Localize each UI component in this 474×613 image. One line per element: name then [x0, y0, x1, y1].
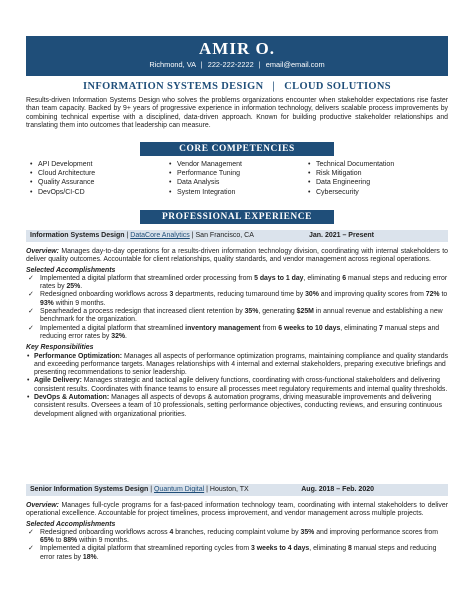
overview-text: Manages full-cycle programs for a fast-paced information technology team, coordinating with internal stakeholders to deliver operational excellence. Accountable for project timelines, process improvement, and vendor management across multiple projects. — [26, 502, 448, 518]
job-overview — [26, 502, 448, 519]
contact-line — [26, 59, 448, 70]
job-details — [26, 248, 448, 419]
job-details — [26, 502, 448, 562]
email: email@email.com — [265, 60, 325, 69]
candidate-name: AMIR O. — [199, 39, 275, 58]
accomplishment-item: ✓ Implemented a digital platform that streamlined reporting cycles from 3 weeks to 4 days, eliminating 8 manual steps and reducing error rates by 18%. — [26, 545, 448, 562]
responsibilities-heading: Key Responsibilities — [26, 344, 94, 352]
contact-separator: | — [200, 60, 203, 69]
competency-item: • DevOps/CI-CD — [30, 188, 169, 197]
competency-item: • System Integration — [169, 188, 308, 197]
company-link[interactable]: DataCore Analytics — [130, 232, 190, 239]
headline-separator: | — [272, 81, 276, 92]
headline-right: CLOUD SOLUTIONS — [284, 81, 391, 92]
competency-item: • Data Analysis — [169, 178, 308, 187]
accomplishment-item: ✓ Redesigned onboarding workflows across 4 branches, reducing complaint volume by 35% and improving performance scores from 65% to 88% within 9 months. — [26, 529, 448, 546]
competency-item: • Quality Assurance — [30, 178, 169, 187]
competencies-heading: CORE COMPETENCIES — [140, 142, 334, 156]
overview-text: Manages day-to-day operations for a results-driven information technology division, coordinating with internal stakeholders to deliver quality outcomes. Accountable for client relationships, quality standards, and vendor management across regional operations. — [26, 248, 448, 264]
accomplishment-item: ✓ Implemented a digital platform that streamlined inventory management from 6 weeks to 10 days, eliminating 7 manual steps and reducing error rates by 32%. — [26, 325, 448, 342]
experience-heading: PROFESSIONAL EXPERIENCE — [140, 210, 334, 224]
job-title: Information Systems Design — [30, 232, 125, 239]
header-band — [26, 36, 448, 76]
overview-label: Overview: — [26, 248, 59, 255]
company-link[interactable]: Quantum Digital — [153, 486, 205, 493]
accomplishments-list — [26, 275, 448, 341]
competency-item: • Data Engineering — [308, 178, 447, 187]
accomplishments-heading: Selected Accomplishments — [26, 520, 116, 528]
accomplishment-item: ✓ Spearheaded a process redesign that increased client retention by 35%, generating $25M in annual revenue and establishing a new benchmark for the organization. — [26, 308, 448, 325]
job-dates: Aug. 2018 – Feb. 2020 — [301, 486, 374, 493]
competency-item: • Risk Mitigation — [308, 169, 447, 178]
responsibility-item: • Agile Delivery: Manages strategic and tactical agile delivery functions, coordinating with cross-functional stakeholders and delivering consistent results. Coordinates with finance teams to ensure all processes meet regulatory requirements and internal quality thresholds. — [26, 377, 448, 394]
accomplishments-list — [26, 529, 448, 562]
job-title: Senior Information Systems Design — [30, 486, 149, 493]
competency-column — [308, 160, 447, 197]
job-header — [26, 484, 448, 496]
headline — [26, 80, 448, 94]
responsibility-item: • DevOps & Automation: Manages all aspects of devops & automation programs, driving measurable improvements and delivering consistent results. Oversees a team of 10 professionals, setting performance objectives, conducting reviews, and ensuring continuous development aligned with organizational priorities. — [26, 394, 448, 419]
competency-column — [169, 160, 308, 197]
competency-column — [30, 160, 169, 197]
accomplishments-heading: Selected Accomplishments — [26, 266, 116, 274]
job-separator: | — [150, 486, 153, 493]
location: Richmond, VA — [149, 60, 196, 69]
overview-label: Overview: — [26, 502, 59, 509]
competency-item: • Performance Tuning — [169, 169, 308, 178]
summary-paragraph: Results-driven Information Systems Design who solves the problems organizations encounter when stakeholder expectations rise faster than team capacity. Backed by 9+ years of progressive experience in information technology, delivers scalable process improvements by combining technical expertise with a disciplined, data-driven approach. Known for building productive stakeholder relationships and translating them into outcomes that leadership can measure. — [26, 97, 448, 129]
competency-item: • Vendor Management — [169, 160, 308, 169]
contact-separator: | — [258, 60, 261, 69]
job-location: | Houston, TX — [206, 486, 249, 493]
job-overview — [26, 248, 448, 265]
phone: 222-222-2222 — [207, 60, 254, 69]
competencies-grid — [30, 160, 448, 197]
job-header — [26, 230, 448, 242]
job-separator: | — [126, 232, 129, 239]
competency-item: • Cybersecurity — [308, 188, 447, 197]
job-location: | San Francisco, CA — [191, 232, 254, 239]
job-dates: Jan. 2021 – Present — [309, 232, 374, 239]
responsibilities-list — [26, 353, 448, 419]
competency-item: • API Development — [30, 160, 169, 169]
accomplishment-item: ✓ Implemented a digital platform that streamlined order processing from 5 days to 1 day, eliminating 6 manual steps and reducing error rates by 25%. — [26, 275, 448, 292]
responsibility-item: • Performance Optimization: Manages all aspects of performance optimization programs, maintaining compliance and quality standards and exceeding performance targets. Manages relationships with 4 internal and external stakeholders, preparing executive briefings and presenting recommendations to senior leadership. — [26, 353, 448, 378]
accomplishment-item: ✓ Redesigned onboarding workflows across 3 departments, reducing turnaround time by 30% and improving quality scores from 72% to 93% within 9 months. — [26, 291, 448, 308]
competency-item: • Technical Documentation — [308, 160, 447, 169]
headline-left: INFORMATION SYSTEMS DESIGN — [83, 81, 264, 92]
competency-item: • Cloud Architecture — [30, 169, 169, 178]
